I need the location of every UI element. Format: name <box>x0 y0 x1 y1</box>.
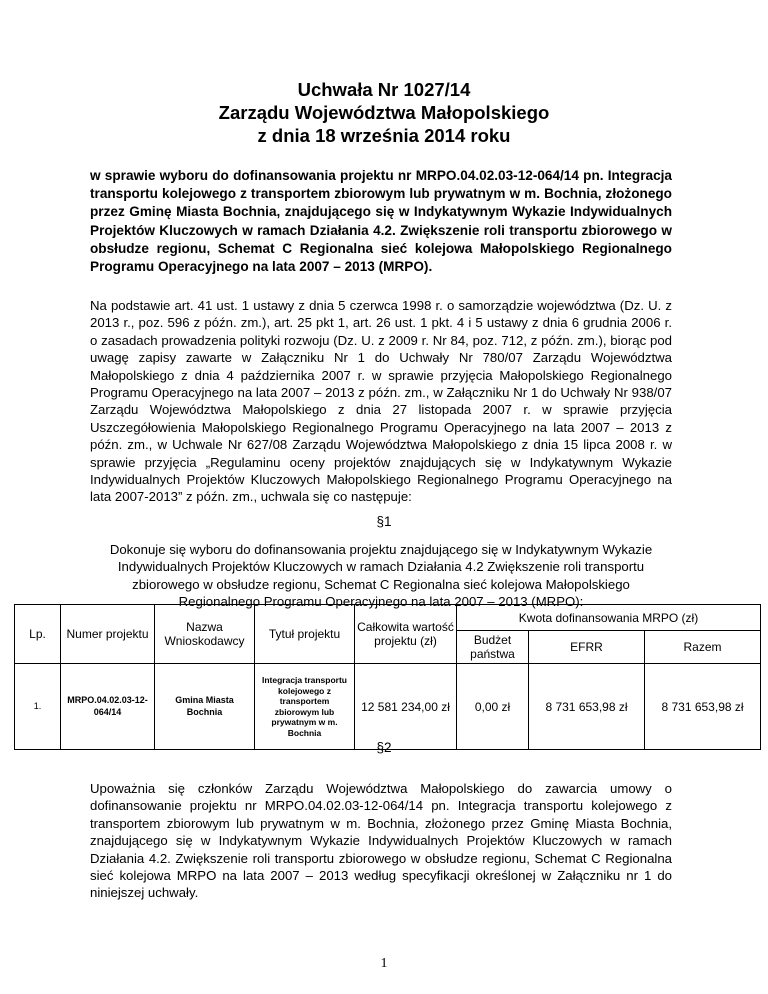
document-title <box>0 78 768 147</box>
preamble-paragraph: Na podstawie art. 41 ust. 1 ustawy z dnia 5 czerwca 1998 r. o samorządzie województwa (Dz. U. z 2013 r., poz. 596 z późn. zm.), art. 25 pkt 1, art. 26 ust. 1 pkt. 4 i 5 ustawy z dnia 6 grudnia 2006 r. o zasadach prowadzenia polityki rozwoju (Dz. U. z 2009 r. Nr 84, poz. 712, z późn. zm.), biorąc pod uwagę zapisy zawarte w Załączniku Nr 1 do Uchwały Nr 780/07 Zarządu Województwa Małopolskiego z dnia 4 października 2007 r. w sprawie przyjęcia Małopolskiego Regionalnego Programu Operacyjnego na lata 2007 – 2013 z późn. zm., w Załączniku Nr 1 do Uchwały Nr 938/07 Zarządu Województwa Małopolskiego z dnia 27 listopada 2007 r. w sprawie przyjęcia Uszczegółowienia Małopolskiego Regionalnego Programu Operacyjnego na lata 2007 – 2013 z późn. zm., w Uchwale Nr 627/08 Zarządu Województwa Małopolskiego z dnia 15 lipca 2008 r. w sprawie przyjęcia „Regulaminu oceny projektów znajdujących się w Indykatywnym Wykazie Indywidualnych Projektów Kluczowych Małopolskiego Regionalnego Programu Operacyjnego na lata 2007-2013” z późn. zm., uchwala się co następuje: <box>90 298 672 505</box>
table-row <box>15 664 761 750</box>
cell-efrr: 8 731 653,98 zł <box>529 664 645 750</box>
header-applicant: Nazwa Wnioskodawcy <box>155 605 255 664</box>
section-2-mark: §2 <box>376 740 392 755</box>
section-2-text: Upoważnia się członków Zarządu Województwa Małopolskiego do zawarcia umowy o dofinansowanie projektu nr MRPO.04.02.03-12-064/14 pn. Integracja transportu kolejowego z transportem zbiorowym lub prywatnym w m. Bochnia, złożonego przez Gminę Miasta Bochnia, znajdującego się w Indykatywnym Wykazie Indywidualnych Projektów Kluczowych w ramach Działania 4.2. Zwiększenie roli transportu zbiorowego w obsłudze regionu, Schemat C Regionalna sieć kolejowa MRPO na lata 2007 – 2013 według specyfikacji określonej w Załączniku nr 1 do niniejszej uchwały. <box>90 781 672 901</box>
title-line-resolution: Uchwała Nr 1027/14 <box>297 79 471 100</box>
section-1-text: Dokonuje się wyboru do dofinansowania projektu znajdującego się w Indykatywnym Wykazie Indywidualnych Projektów Kluczowych w ramach Działania 4.2 Zwiększenie roli transportu zbiorowego w obsłudze regionu, Schemat C Regionalna sieć kolejowa Małopolskiego Regionalnego Programu Operacyjnego na lata 2007 – 2013 (MRPO): <box>109 542 653 610</box>
cell-project-title: Integracja transportu kolejowego z transportem zbiorowym lub prywatnym w m. Bochnia <box>255 664 355 750</box>
header-state-budget: Budżet państwa <box>457 631 529 664</box>
header-sum: Razem <box>645 631 761 664</box>
funding-table <box>14 604 761 750</box>
section-1-mark: §1 <box>376 514 392 529</box>
cell-state-budget: 0,00 zł <box>457 664 529 750</box>
cell-project-number: MRPO.04.02.03-12-064/14 <box>61 664 155 750</box>
header-project-title: Tytuł projektu <box>255 605 355 664</box>
table-header-row <box>15 605 761 631</box>
header-total-value: Całkowita wartość projektu (zł) <box>355 605 457 664</box>
resolution-subject: w sprawie wyboru do dofinansowania projektu nr MRPO.04.02.03-12-064/14 pn. Integracja transportu kolejowego z transportem zbiorowym lub prywatnym w m. Bochnia, złożonego przez Gminę Miasta Bochnia, znajdującego się w Indykatywnym Wykazie Indywidualnych Projektów Kluczowych w ramach Działania 4.2. Zwiększenie roli transportu zbiorowego w obsłudze regionu, Schemat C Regionalna sieć kolejowa Małopolskiego Regionalnego Programu Operacyjnego na lata 2007 – 2013 (MRPO). <box>90 168 672 275</box>
title-line-board: Zarządu Województwa Małopolskiego <box>218 102 550 123</box>
title-line-date: z dnia 18 września 2014 roku <box>257 125 511 146</box>
header-lp: Lp. <box>15 605 61 664</box>
cell-total-value: 12 581 234,00 zł <box>355 664 457 750</box>
cell-applicant: Gmina Miasta Bochnia <box>155 664 255 750</box>
header-funding: Kwota dofinansowania MRPO (zł) <box>457 605 761 631</box>
header-efrr: EFRR <box>529 631 645 664</box>
page-number: 1 <box>380 956 388 971</box>
cell-lp: 1. <box>15 664 61 750</box>
header-project-number: Numer projektu <box>61 605 155 664</box>
cell-sum: 8 731 653,98 zł <box>645 664 761 750</box>
